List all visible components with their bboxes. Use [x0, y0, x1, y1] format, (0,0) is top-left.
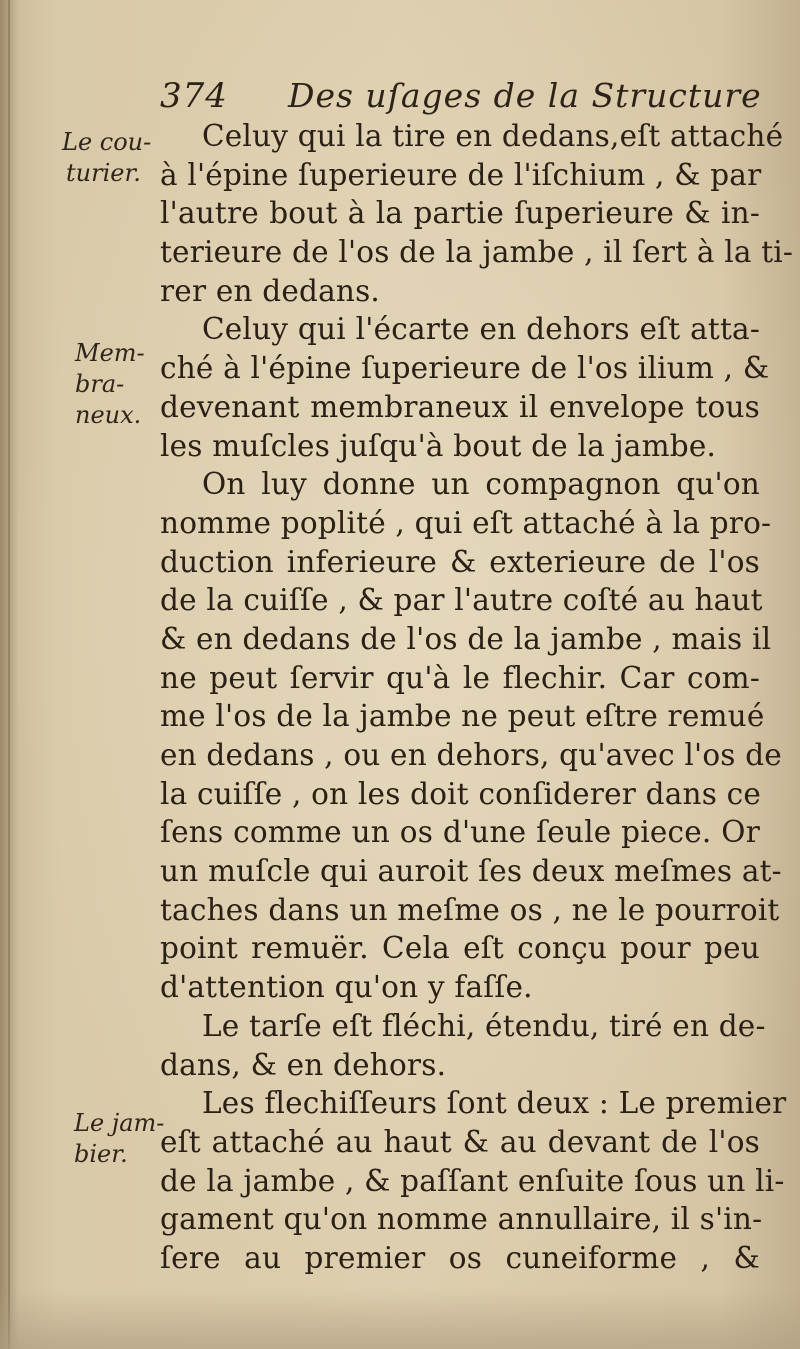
- running-title: Des uſages de la Structure: [288, 76, 762, 115]
- text-line: gament qu'on nomme annullaire, il s'in-: [160, 1202, 763, 1237]
- text-line: Le tarſe eſt fléchi, étendu, tiré en de-: [202, 1008, 766, 1043]
- text-line: taches dans un meſme os , ne le pourroit: [160, 892, 780, 927]
- text-line: Celuy qui la tire en dedans,eſt attaché: [202, 119, 784, 153]
- page-number: 374: [160, 76, 228, 116]
- text-line: & en dedans de l'os de la jambe , mais il: [160, 621, 772, 656]
- margin-note-line: Mem-: [75, 339, 145, 367]
- text-line: On luy donne un compagnon qu'on: [202, 467, 760, 502]
- text-line: ne peut ſervir qu'à le flechir. Car com-: [160, 660, 760, 695]
- margin-note-membraneux: [75, 338, 145, 431]
- text-line: ſens comme un os d'une ſeule piece. Or: [160, 815, 760, 850]
- text-line: rer en dedans.: [160, 273, 381, 308]
- text-line: me l'os de la jambe ne peut eſtre remué: [160, 699, 765, 734]
- paragraph-poplite: [160, 465, 782, 1007]
- text-line: eſt attaché au haut & au devant de l'os: [160, 1124, 760, 1159]
- margin-note-line: Le jam-: [74, 1109, 165, 1137]
- margin-note-jambier: [74, 1108, 164, 1170]
- margin-note-line: bier.: [74, 1140, 128, 1168]
- margin-note-couturier: [62, 127, 151, 189]
- paragraph-couturier: [160, 117, 794, 310]
- text-line: terieure de l'os de la jambe , il ſert à la ti-: [160, 235, 794, 270]
- text-line: nomme poplité , qui eſt attaché à la pro-: [160, 505, 772, 540]
- text-line: ché à l'épine ſuperieure de l'os ilium , &: [160, 351, 770, 386]
- text-line: un muſcle qui auroit ſes deux meſmes at-: [160, 854, 782, 889]
- paragraph-membraneux: [160, 310, 770, 465]
- text-line: duction inferieure & exterieure de l'os: [160, 544, 760, 579]
- running-head: [160, 72, 780, 122]
- text-line: devenant membraneux il envelope tous: [160, 389, 760, 424]
- text-line: la cuiſſe , on les doit conſiderer dans ce: [160, 776, 762, 811]
- text-line: point remuër. Cela eſt conçu pour peu: [160, 931, 760, 966]
- margin-note-line: turier.: [66, 159, 141, 187]
- text-line: l'autre bout à la partie ſuperieure & in-: [160, 196, 760, 231]
- margin-note-line: Le cou-: [62, 128, 152, 156]
- text-line: de la jambe , & paſſant enſuite ſous un li-: [160, 1163, 785, 1198]
- text-line: à l'épine ſuperieure de l'iſchium , & par: [160, 157, 762, 192]
- text-line: Les flechiſſeurs ſont deux : Le premier: [202, 1086, 787, 1121]
- text-line: Celuy qui l'écarte en dehors eſt atta-: [202, 312, 760, 347]
- text-line: d'attention qu'on y faſſe.: [160, 970, 533, 1005]
- margin-note-line: neux.: [75, 401, 142, 429]
- text-line: dans, & en dehors.: [160, 1047, 447, 1082]
- text-line: en dedans , ou en dehors, qu'avec l'os de: [160, 738, 782, 772]
- margin-note-line: bra-: [75, 370, 125, 398]
- binding-shadow: [0, 0, 18, 1349]
- paragraph-flechisseurs: [160, 1084, 787, 1277]
- text-line: les muſcles juſqu'à bout de la jambe.: [160, 428, 717, 463]
- body-text: [160, 117, 794, 1278]
- paragraph-tarse: [160, 1007, 766, 1084]
- text-line: ſere au premier os cuneiforme , &: [160, 1240, 760, 1275]
- text-line: de la cuiſſe , & par l'autre coſté au haut: [160, 583, 763, 618]
